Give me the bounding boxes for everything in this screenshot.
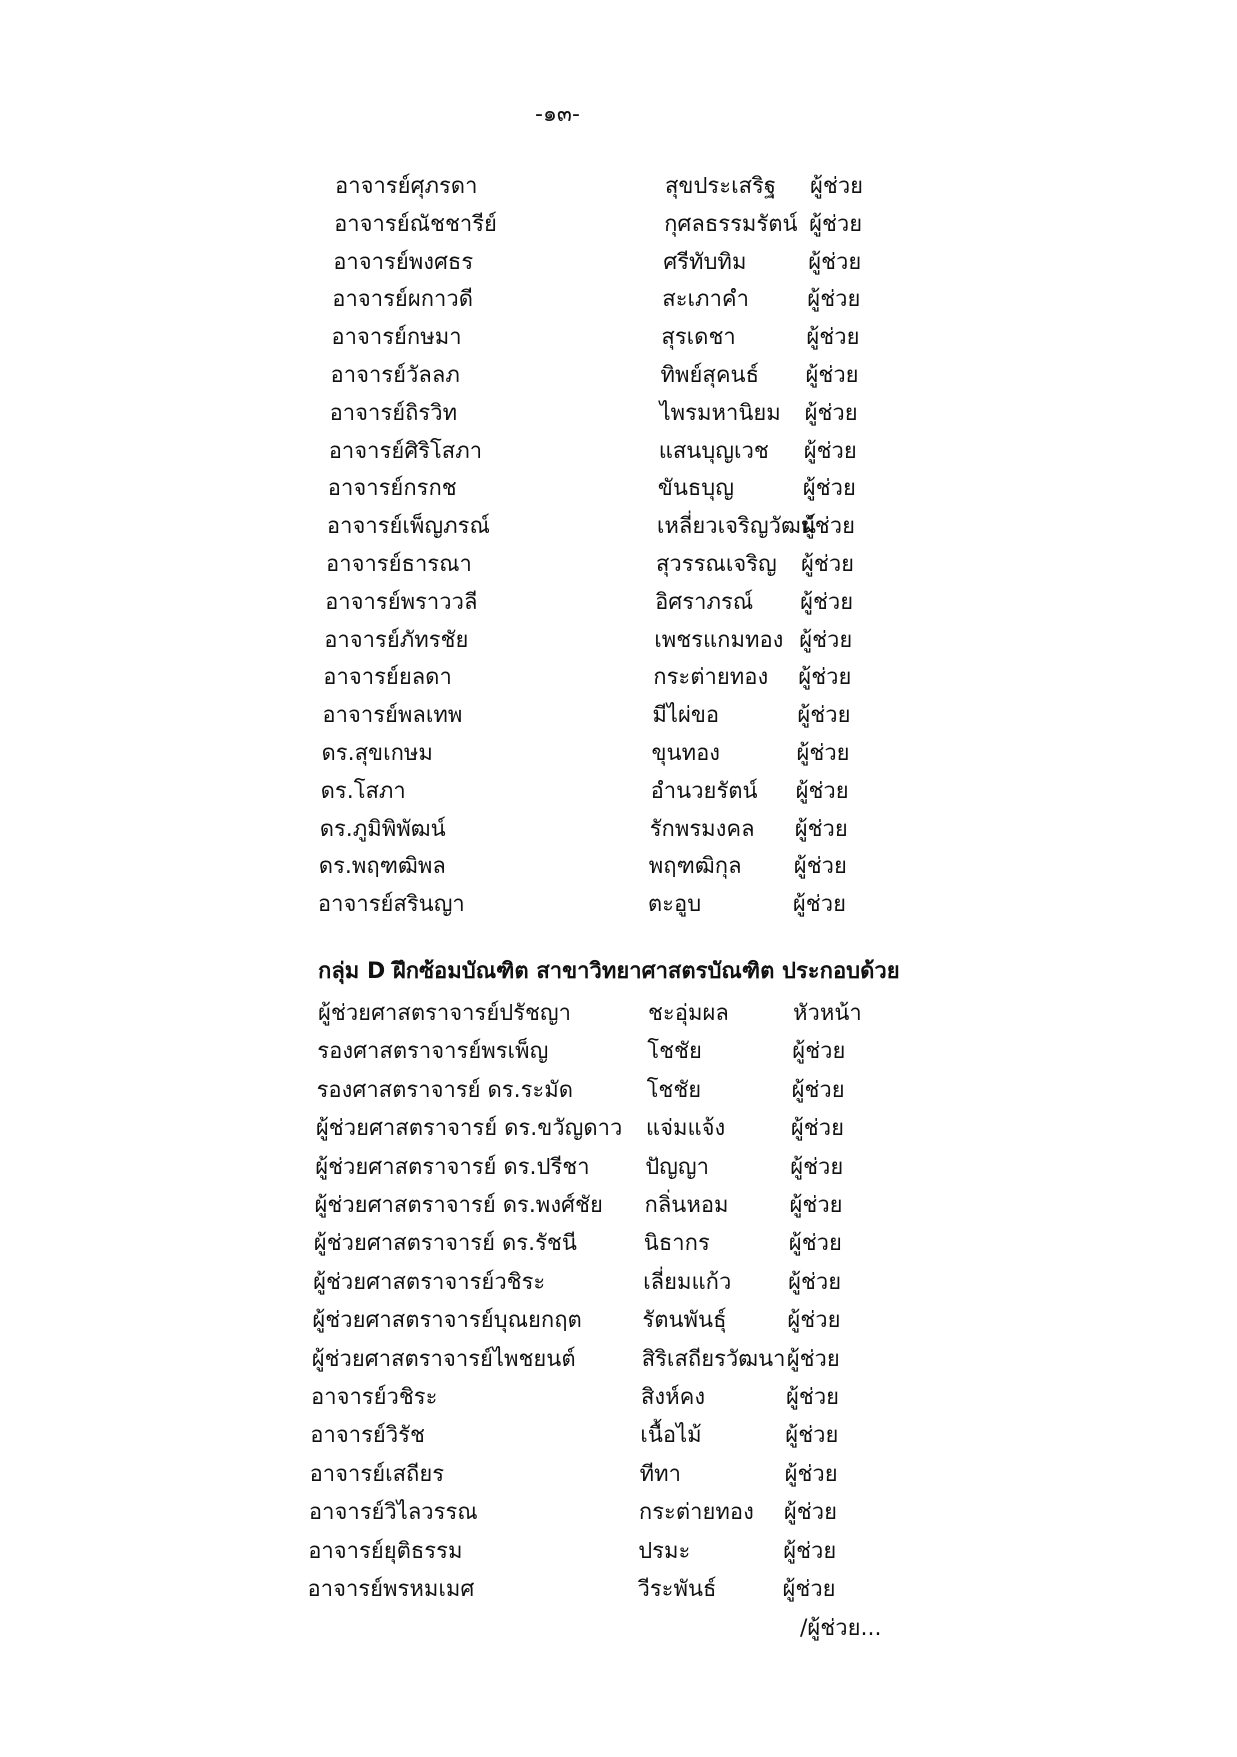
list-row [317,1074,937,1108]
list-row [322,699,942,733]
person-name: ผู้ช่วยศาสตราจารย์ ดร.ปรีชา [315,1154,590,1180]
list-row [308,1535,928,1569]
list-row [318,888,938,922]
person-role: ผู้ช่วย [796,741,850,766]
person-role: ผู้ช่วย [801,514,855,540]
list-row [330,397,950,431]
person-name: ผู้ช่วยศาสตราจารย์วชิระ [313,1269,546,1295]
person-name: อาจารย์วชิระ [311,1385,438,1410]
person-name: ดร.ภูมิพิพัฒน์ [319,816,446,842]
person-role: ผู้ช่วย [805,363,859,388]
person-surname: อำนวยรัตน์ [650,778,758,804]
person-role: ผู้ช่วย [809,211,863,237]
list-row [320,813,940,847]
person-surname: พฤฑฒิกุล [648,854,742,880]
person-role: ผู้ช่วย [795,778,849,804]
person-role: ผู้ช่วย [788,1231,842,1257]
person-role: ผู้ช่วย [806,325,860,351]
person-surname: แจ่มแจ้ง [645,1116,726,1142]
person-surname: เหลี่ยวเจริญวัฒน์ [656,514,816,540]
person-role: ผู้ช่วย [789,1193,843,1218]
person-name: ผู้ช่วยศาสตราจารย์บุณยกฤต [312,1308,582,1334]
person-surname: ทิพย์สุคนธ์ [660,363,760,388]
person-surname: นิธากร [643,1231,710,1257]
list-row [308,1573,928,1607]
person-name: อาจารย์พลเทพ [322,703,463,729]
person-surname: ขันธบุญ [657,476,735,502]
person-name: อาจารย์ศิริโสภา [328,438,483,464]
list-row [329,435,949,469]
person-name: อาจารย์ภัทรชัย [324,627,469,653]
person-surname: สุขประเสริฐ [665,174,776,199]
list-row [328,472,948,506]
person-name: ผู้ช่วยศาสตราจารย์ ดร.พงศ์ชัย [314,1193,603,1218]
person-role: ผู้ช่วย [790,1116,844,1142]
person-role: ผู้ช่วย [783,1500,837,1526]
person-surname: ศรีทับทิม [663,249,747,275]
person-name: อาจารย์สรินญา [317,892,465,918]
person-surname: เนื้อไม้ [640,1423,702,1449]
list-row [331,359,951,393]
person-surname: กลิ่นหอม [644,1193,729,1218]
person-name: อาจารย์กษมา [331,325,462,351]
person-surname: ปัญญา [645,1154,709,1180]
person-role: ผู้ช่วย [785,1423,839,1449]
person-role: ผู้ช่วย [807,287,861,313]
person-role: ผู้ช่วย [793,854,847,880]
person-role: ผู้ช่วย [801,552,855,577]
person-role: ผู้ช่วย [800,589,854,615]
person-surname: กระต่ายทอง [653,665,769,691]
list-row [327,510,947,544]
person-role: ผู้ช่วย [792,892,846,918]
person-surname: วีระพันธ์ [637,1577,717,1602]
person-surname: สุรเดชา [661,325,736,351]
person-surname: โชชัย [647,1039,702,1065]
person-name: อาจารย์วัลลภ [330,363,460,388]
person-surname: กระต่ายทอง [638,1500,754,1526]
person-surname: สิริเสถียรวัฒนา [641,1346,786,1372]
person-role: หัวหน้า [793,1001,862,1026]
person-role: ผู้ช่วย [808,249,862,275]
person-surname: ทีทา [639,1461,681,1487]
person-name: ดร.โสภา [320,778,406,804]
list-row [324,624,944,658]
person-role: ผู้ช่วย [788,1269,842,1295]
person-role: ผู้ช่วย [810,174,864,199]
person-role: ผู้ช่วย [790,1154,844,1180]
list-row [333,246,953,280]
person-role: ผู้ช่วย [782,1577,836,1602]
person-name: ดร.สุขเกษม [321,741,433,766]
person-name: อาจารย์ยุติธรรม [308,1538,463,1564]
page-number: -๑๓- [535,102,580,127]
list-row [322,737,942,771]
person-role: ผู้ช่วย [791,1077,845,1103]
list-row [309,1496,929,1530]
person-surname: สุวรรณเจริญ [656,552,777,577]
person-name: อาจารย์เพ็ญภรณ์ [326,514,490,540]
person-surname: ตะอูบ [647,892,702,918]
person-name: รองศาสตราจารย์ ดร.ระมัด [316,1077,574,1103]
list-row [312,1304,932,1338]
list-row [323,661,943,695]
continuation-note: /ผู้ช่วย... [800,1616,882,1641]
person-role: ผู้ช่วย [787,1308,841,1334]
person-surname: สะเภาคำ [662,287,749,313]
person-surname: รัตนพันธุ์ [642,1308,727,1334]
list-row [310,1419,930,1453]
person-name: ผู้ช่วยศาสตราจารย์ ดร.รัชนี [313,1231,577,1257]
list-row [315,1151,935,1185]
person-name: รองศาสตราจารย์พรเพ็ญ [317,1039,549,1065]
list-row [313,1266,933,1300]
person-surname: แสนบุญเวช [658,438,769,464]
list-row [316,1112,936,1146]
list-row [325,586,945,620]
person-name: อาจารย์ศุภรดา [335,174,478,199]
person-name: อาจารย์เสถียร [309,1461,445,1487]
person-role: ผู้ช่วย [802,476,856,502]
person-surname: เพชรแกมทอง [654,627,784,653]
person-surname: ไพรมหานิยม [659,400,781,426]
person-name: อาจารย์ถิรวิท [329,400,458,426]
list-row [317,1035,937,1069]
person-name: อาจารย์ยลดา [323,665,452,691]
person-name: อาจารย์พรหมเมศ [307,1577,475,1602]
list-row [318,997,938,1031]
person-name: อาจารย์วิรัช [310,1423,425,1449]
person-name: อาจารย์กรกช [327,476,457,502]
person-role: ผู้ช่วย [797,703,851,729]
list-row [334,208,954,242]
person-name: ผู้ช่วยศาสตราจารย์ ดร.ขวัญดาว [315,1116,623,1142]
list-row [311,1381,931,1415]
person-name: อาจารย์พราววลี [325,589,478,615]
list-row [321,775,941,809]
list-row [332,283,952,317]
person-role: ผู้ช่วย [803,438,857,464]
list-row [312,1343,932,1377]
list-row [310,1458,930,1492]
person-name: อาจารย์ณัชชารีย์ [334,211,497,237]
person-role: ผู้ช่วย [786,1385,840,1410]
person-surname: อิศราภรณ์ [655,589,754,615]
person-surname: ชะอุ่มผล [648,1001,729,1026]
person-role: ผู้ช่วย [799,627,853,653]
person-surname: เลี่ยมแก้ว [643,1269,732,1295]
person-role: ผู้ช่วย [794,816,848,842]
person-name: ผู้ช่วยศาสตราจารย์ไพชยนต์ [311,1346,576,1372]
person-name: ผู้ช่วยศาสตราจารย์ปรัชญา [318,1001,572,1026]
person-name: อาจารย์ผกาวดี [332,287,474,313]
person-surname: รักพรมงคล [649,816,755,842]
person-surname: โชชัย [646,1077,702,1103]
person-surname: กุศลธรรมรัตน์ [664,211,798,237]
person-role: ผู้ช่วย [804,400,858,426]
person-surname: ปรมะ [638,1538,691,1564]
person-surname: มีไผ่ขอ [652,703,720,729]
person-name: ดร.พฤฑฒิพล [318,854,446,880]
list-row [314,1227,934,1261]
list-row [319,850,939,884]
list-row [331,321,951,355]
person-role: ผู้ช่วย [792,1039,846,1065]
list-row [335,170,955,204]
person-role: ผู้ช่วย [784,1461,838,1487]
person-name: อาจารย์วิไลวรรณ [308,1500,478,1526]
person-role: ผู้ช่วย [786,1346,840,1372]
person-surname: สิงห์คง [641,1385,706,1410]
list-row [326,548,946,582]
person-role: ผู้ช่วย [798,665,852,691]
person-name: อาจารย์พงศธร [333,249,474,275]
group-d-heading: กลุ่ม D ฝึกซ้อมบัณฑิต สาขาวิทยาศาสตรบัณฑิต ประกอบด้วย [318,959,900,984]
person-surname: ขุนทอง [651,741,721,766]
person-role: ผู้ช่วย [783,1538,837,1564]
list-row [315,1189,935,1223]
person-name: อาจารย์ธารณา [326,552,472,577]
